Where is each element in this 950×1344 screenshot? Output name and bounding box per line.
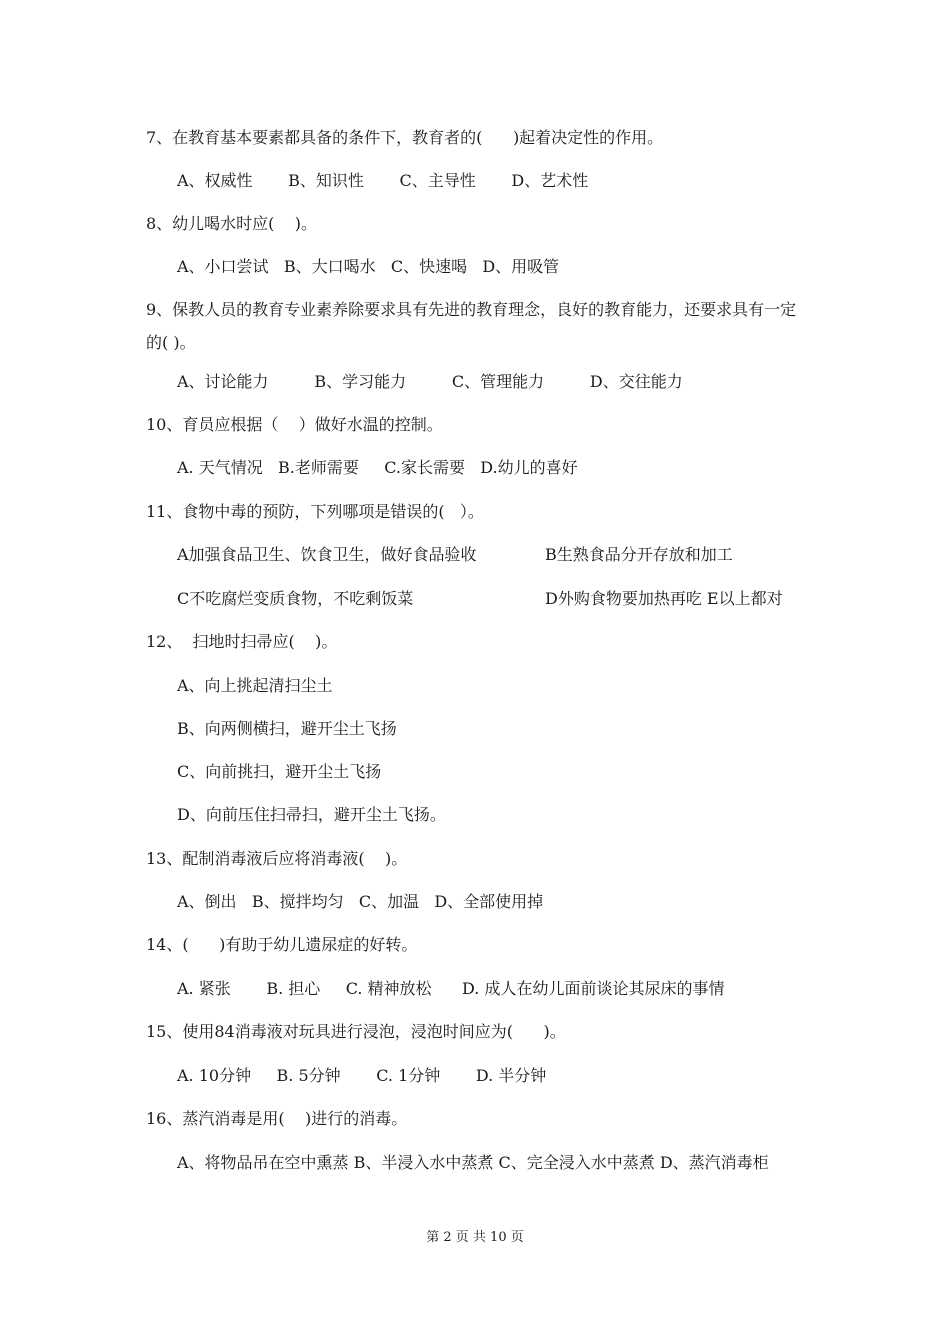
question-10-stem: 10、育员应根据（ ）做好水温的控制。 [146,415,443,434]
question-12-option-b: B、向两侧横扫，避开尘土飞扬 [177,719,397,738]
question-12-stem: 12、 扫地时扫帚应( )。 [146,632,338,651]
question-16-stem: 16、蒸汽消毒是用( )进行的消毒。 [146,1109,408,1128]
question-8-stem: 8、幼儿喝水时应( )。 [146,214,318,233]
question-16-options: A、将物品吊在空中熏蒸 B、半浸入水中蒸煮 C、完全浸入水中蒸煮 D、蒸汽消毒柜 [177,1153,769,1172]
question-11-option-c: C不吃腐烂变质食物，不吃剩饭菜 [177,589,414,608]
question-11-option-a: A加强食品卫生、饮食卫生，做好食品验收 [177,545,477,564]
question-15-options: A. 10分钟 B. 5分钟 C. 1分钟 D. 半分钟 [177,1066,547,1085]
page-footer: 第 2 页 共 10 页 [426,1230,524,1245]
question-13-stem: 13、配制消毒液后应将消毒液( )。 [146,849,408,868]
question-11-option-d: D外购食物要加热再吃 E以上都对 [545,589,783,608]
question-9-stem: 9、保教人员的教育专业素养除要求具有先进的教育理念，良好的教育能力，还要求具有一定的( )。 [146,300,797,352]
question-10-options: A. 天气情况 B.老师需要 C.家长需要 D.幼儿的喜好 [177,458,578,477]
question-14-options: A. 紧张 B. 担心 C. 精神放松 D. 成人在幼儿面前谈论其尿床的事情 [177,979,725,998]
question-7-options: A、权威性 B、知识性 C、主导性 D、艺术性 [177,171,589,190]
question-12-option-a: A、向上挑起清扫尘土 [177,676,333,695]
question-13-options: A、倒出 B、搅拌均匀 C、加温 D、全部使用掉 [177,892,544,911]
question-9-options: A、讨论能力 B、学习能力 C、管理能力 D、交往能力 [177,372,683,391]
question-14-stem: 14、( )有助于幼儿遗尿症的好转。 [146,935,418,954]
question-11-option-b: B生熟食品分开存放和加工 [545,545,733,564]
question-8-options: A、小口尝试 B、大口喝水 C、快速喝 D、用吸管 [177,257,560,276]
question-12-option-d: D、向前压住扫帚扫，避开尘土飞扬。 [177,805,446,824]
question-12-option-c: C、向前挑扫，避开尘土飞扬 [177,762,382,781]
question-11-stem: 11、食物中毒的预防，下列哪项是错误的( ）。 [146,502,484,521]
question-15-stem: 15、使用84消毒液对玩具进行浸泡，浸泡时间应为( )。 [146,1022,566,1041]
question-7-stem: 7、在教育基本要素都具备的条件下，教育者的( )起着决定性的作用。 [146,128,664,147]
